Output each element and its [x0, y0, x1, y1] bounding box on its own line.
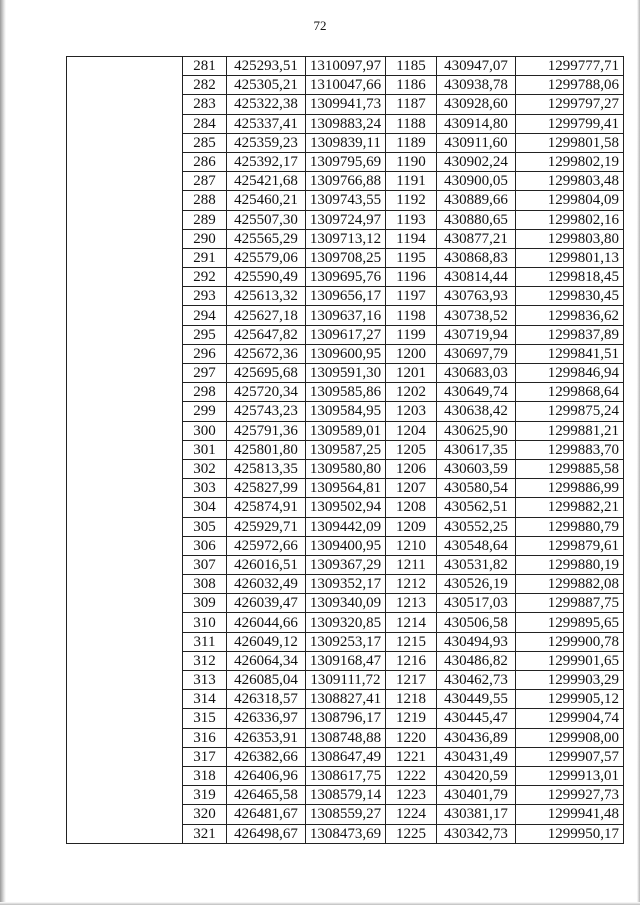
y-coordinate-a-cell: 1308647,49	[306, 747, 386, 766]
x-coordinate-b-cell: 430431,49	[437, 747, 516, 766]
coordinates-table-body	[67, 57, 624, 844]
y-coordinate-b-cell: 1299797,27	[516, 95, 624, 114]
point-number-a-cell: 294	[183, 306, 227, 325]
point-number-b-cell: 1213	[386, 594, 437, 613]
point-number-a-cell: 303	[183, 479, 227, 498]
x-coordinate-b-cell: 430580,54	[437, 479, 516, 498]
x-coordinate-a-cell: 425421,68	[227, 172, 306, 191]
y-coordinate-b-cell: 1299846,94	[516, 364, 624, 383]
point-number-b-cell: 1215	[386, 632, 437, 651]
point-number-a-cell: 310	[183, 613, 227, 632]
point-number-a-cell: 290	[183, 229, 227, 248]
point-number-b-cell: 1194	[386, 229, 437, 248]
point-number-b-cell: 1222	[386, 766, 437, 785]
y-coordinate-a-cell: 1309340,09	[306, 594, 386, 613]
point-number-b-cell: 1216	[386, 651, 437, 670]
blank-left-cell	[67, 57, 183, 844]
point-number-a-cell: 286	[183, 152, 227, 171]
y-coordinate-a-cell: 1309580,80	[306, 459, 386, 478]
x-coordinate-b-cell: 430868,83	[437, 248, 516, 267]
y-coordinate-a-cell: 1309253,17	[306, 632, 386, 651]
y-coordinate-b-cell: 1299905,12	[516, 690, 624, 709]
point-number-a-cell: 281	[183, 57, 227, 76]
point-number-a-cell: 306	[183, 536, 227, 555]
x-coordinate-a-cell: 425590,49	[227, 268, 306, 287]
point-number-b-cell: 1208	[386, 498, 437, 517]
y-coordinate-a-cell: 1309111,72	[306, 671, 386, 690]
y-coordinate-a-cell: 1309352,17	[306, 575, 386, 594]
point-number-a-cell: 288	[183, 191, 227, 210]
y-coordinate-a-cell: 1308827,41	[306, 690, 386, 709]
point-number-a-cell: 301	[183, 440, 227, 459]
point-number-b-cell: 1224	[386, 805, 437, 824]
y-coordinate-a-cell: 1309587,25	[306, 440, 386, 459]
scan-edge-left	[0, 0, 6, 905]
x-coordinate-b-cell: 430420,59	[437, 766, 516, 785]
y-coordinate-a-cell: 1308748,88	[306, 728, 386, 747]
y-coordinate-b-cell: 1299927,73	[516, 786, 624, 805]
point-number-b-cell: 1211	[386, 555, 437, 574]
x-coordinate-a-cell: 426406,96	[227, 766, 306, 785]
x-coordinate-b-cell: 430562,51	[437, 498, 516, 517]
x-coordinate-a-cell: 425813,35	[227, 459, 306, 478]
point-number-b-cell: 1220	[386, 728, 437, 747]
point-number-a-cell: 295	[183, 325, 227, 344]
x-coordinate-b-cell: 430449,55	[437, 690, 516, 709]
point-number-b-cell: 1225	[386, 824, 437, 844]
point-number-a-cell: 283	[183, 95, 227, 114]
point-number-b-cell: 1203	[386, 402, 437, 421]
y-coordinate-b-cell: 1299801,58	[516, 133, 624, 152]
x-coordinate-b-cell: 430911,60	[437, 133, 516, 152]
x-coordinate-a-cell: 425672,36	[227, 344, 306, 363]
y-coordinate-a-cell: 1308617,75	[306, 766, 386, 785]
y-coordinate-b-cell: 1299875,24	[516, 402, 624, 421]
x-coordinate-b-cell: 430603,59	[437, 459, 516, 478]
point-number-b-cell: 1189	[386, 133, 437, 152]
y-coordinate-a-cell: 1308796,17	[306, 709, 386, 728]
point-number-a-cell: 291	[183, 248, 227, 267]
y-coordinate-a-cell: 1309656,17	[306, 287, 386, 306]
y-coordinate-a-cell: 1308559,27	[306, 805, 386, 824]
y-coordinate-b-cell: 1299803,80	[516, 229, 624, 248]
y-coordinate-b-cell: 1299841,51	[516, 344, 624, 363]
x-coordinate-a-cell: 425565,29	[227, 229, 306, 248]
x-coordinate-a-cell: 425460,21	[227, 191, 306, 210]
point-number-b-cell: 1186	[386, 76, 437, 95]
y-coordinate-b-cell: 1299802,19	[516, 152, 624, 171]
y-coordinate-b-cell: 1299907,57	[516, 747, 624, 766]
x-coordinate-a-cell: 426016,51	[227, 555, 306, 574]
x-coordinate-b-cell: 430342,73	[437, 824, 516, 844]
y-coordinate-b-cell: 1299868,64	[516, 383, 624, 402]
y-coordinate-b-cell: 1299801,13	[516, 248, 624, 267]
point-number-a-cell: 307	[183, 555, 227, 574]
x-coordinate-b-cell: 430649,74	[437, 383, 516, 402]
y-coordinate-b-cell: 1299900,78	[516, 632, 624, 651]
x-coordinate-b-cell: 430738,52	[437, 306, 516, 325]
x-coordinate-b-cell: 430506,58	[437, 613, 516, 632]
y-coordinate-a-cell: 1309941,73	[306, 95, 386, 114]
x-coordinate-b-cell: 430877,21	[437, 229, 516, 248]
y-coordinate-b-cell: 1299950,17	[516, 824, 624, 844]
y-coordinate-b-cell: 1299903,29	[516, 671, 624, 690]
y-coordinate-b-cell: 1299895,65	[516, 613, 624, 632]
y-coordinate-a-cell: 1309442,09	[306, 517, 386, 536]
y-coordinate-b-cell: 1299882,21	[516, 498, 624, 517]
y-coordinate-a-cell: 1309502,94	[306, 498, 386, 517]
y-coordinate-b-cell: 1299904,74	[516, 709, 624, 728]
x-coordinate-b-cell: 430814,44	[437, 268, 516, 287]
x-coordinate-a-cell: 426465,58	[227, 786, 306, 805]
point-number-a-cell: 297	[183, 364, 227, 383]
x-coordinate-b-cell: 430638,42	[437, 402, 516, 421]
x-coordinate-a-cell: 425293,51	[227, 57, 306, 76]
y-coordinate-b-cell: 1299882,08	[516, 575, 624, 594]
y-coordinate-a-cell: 1309617,27	[306, 325, 386, 344]
coordinates-table	[66, 56, 624, 844]
y-coordinate-b-cell: 1299901,65	[516, 651, 624, 670]
x-coordinate-a-cell: 425720,34	[227, 383, 306, 402]
x-coordinate-a-cell: 425322,38	[227, 95, 306, 114]
y-coordinate-b-cell: 1299941,48	[516, 805, 624, 824]
y-coordinate-a-cell: 1309320,85	[306, 613, 386, 632]
x-coordinate-a-cell: 425613,32	[227, 287, 306, 306]
x-coordinate-a-cell: 426064,34	[227, 651, 306, 670]
x-coordinate-a-cell: 426353,91	[227, 728, 306, 747]
y-coordinate-b-cell: 1299803,48	[516, 172, 624, 191]
y-coordinate-a-cell: 1308579,14	[306, 786, 386, 805]
x-coordinate-a-cell: 426032,49	[227, 575, 306, 594]
x-coordinate-a-cell: 425579,06	[227, 248, 306, 267]
x-coordinate-b-cell: 430617,35	[437, 440, 516, 459]
point-number-b-cell: 1223	[386, 786, 437, 805]
y-coordinate-a-cell: 1309584,95	[306, 402, 386, 421]
point-number-a-cell: 302	[183, 459, 227, 478]
point-number-b-cell: 1210	[386, 536, 437, 555]
point-number-a-cell: 308	[183, 575, 227, 594]
point-number-a-cell: 298	[183, 383, 227, 402]
point-number-a-cell: 319	[183, 786, 227, 805]
point-number-a-cell: 321	[183, 824, 227, 844]
x-coordinate-b-cell: 430880,65	[437, 210, 516, 229]
x-coordinate-a-cell: 425305,21	[227, 76, 306, 95]
x-coordinate-a-cell: 426039,47	[227, 594, 306, 613]
y-coordinate-a-cell: 1309724,97	[306, 210, 386, 229]
y-coordinate-a-cell: 1308473,69	[306, 824, 386, 844]
point-number-b-cell: 1217	[386, 671, 437, 690]
point-number-b-cell: 1206	[386, 459, 437, 478]
x-coordinate-a-cell: 425827,99	[227, 479, 306, 498]
point-number-b-cell: 1214	[386, 613, 437, 632]
y-coordinate-a-cell: 1310047,66	[306, 76, 386, 95]
point-number-b-cell: 1197	[386, 287, 437, 306]
x-coordinate-a-cell: 425507,30	[227, 210, 306, 229]
x-coordinate-a-cell: 425874,91	[227, 498, 306, 517]
point-number-b-cell: 1207	[386, 479, 437, 498]
x-coordinate-b-cell: 430436,89	[437, 728, 516, 747]
y-coordinate-a-cell: 1309591,30	[306, 364, 386, 383]
point-number-b-cell: 1209	[386, 517, 437, 536]
x-coordinate-b-cell: 430719,94	[437, 325, 516, 344]
point-number-a-cell: 320	[183, 805, 227, 824]
x-coordinate-b-cell: 430763,93	[437, 287, 516, 306]
y-coordinate-b-cell: 1299837,89	[516, 325, 624, 344]
point-number-a-cell: 284	[183, 114, 227, 133]
x-coordinate-b-cell: 430697,79	[437, 344, 516, 363]
y-coordinate-b-cell: 1299830,45	[516, 287, 624, 306]
x-coordinate-b-cell: 430625,90	[437, 421, 516, 440]
y-coordinate-b-cell: 1299818,45	[516, 268, 624, 287]
table-row	[67, 57, 624, 76]
point-number-b-cell: 1195	[386, 248, 437, 267]
y-coordinate-b-cell: 1299879,61	[516, 536, 624, 555]
x-coordinate-a-cell: 426382,66	[227, 747, 306, 766]
y-coordinate-b-cell: 1299885,58	[516, 459, 624, 478]
y-coordinate-b-cell: 1299880,79	[516, 517, 624, 536]
y-coordinate-b-cell: 1299887,75	[516, 594, 624, 613]
y-coordinate-b-cell: 1299883,70	[516, 440, 624, 459]
point-number-a-cell: 315	[183, 709, 227, 728]
x-coordinate-a-cell: 425627,18	[227, 306, 306, 325]
y-coordinate-a-cell: 1309367,29	[306, 555, 386, 574]
point-number-a-cell: 311	[183, 632, 227, 651]
x-coordinate-a-cell: 425337,41	[227, 114, 306, 133]
y-coordinate-a-cell: 1309708,25	[306, 248, 386, 267]
point-number-b-cell: 1190	[386, 152, 437, 171]
x-coordinate-a-cell: 426318,57	[227, 690, 306, 709]
point-number-a-cell: 312	[183, 651, 227, 670]
point-number-b-cell: 1202	[386, 383, 437, 402]
y-coordinate-a-cell: 1309695,76	[306, 268, 386, 287]
y-coordinate-b-cell: 1299880,19	[516, 555, 624, 574]
point-number-a-cell: 287	[183, 172, 227, 191]
x-coordinate-b-cell: 430445,47	[437, 709, 516, 728]
x-coordinate-a-cell: 426049,12	[227, 632, 306, 651]
point-number-a-cell: 305	[183, 517, 227, 536]
point-number-b-cell: 1198	[386, 306, 437, 325]
point-number-b-cell: 1200	[386, 344, 437, 363]
y-coordinate-b-cell: 1299799,41	[516, 114, 624, 133]
x-coordinate-a-cell: 426498,67	[227, 824, 306, 844]
point-number-b-cell: 1187	[386, 95, 437, 114]
x-coordinate-b-cell: 430928,60	[437, 95, 516, 114]
page-number: 72	[313, 18, 327, 33]
point-number-b-cell: 1212	[386, 575, 437, 594]
x-coordinate-b-cell: 430900,05	[437, 172, 516, 191]
y-coordinate-b-cell: 1299886,99	[516, 479, 624, 498]
x-coordinate-b-cell: 430462,73	[437, 671, 516, 690]
point-number-a-cell: 282	[183, 76, 227, 95]
y-coordinate-a-cell: 1309637,16	[306, 306, 386, 325]
x-coordinate-a-cell: 426481,67	[227, 805, 306, 824]
x-coordinate-a-cell: 425695,68	[227, 364, 306, 383]
y-coordinate-a-cell: 1309713,12	[306, 229, 386, 248]
point-number-a-cell: 317	[183, 747, 227, 766]
x-coordinate-a-cell: 425929,71	[227, 517, 306, 536]
y-coordinate-b-cell: 1299804,09	[516, 191, 624, 210]
point-number-a-cell: 299	[183, 402, 227, 421]
x-coordinate-b-cell: 430938,78	[437, 76, 516, 95]
y-coordinate-a-cell: 1309168,47	[306, 651, 386, 670]
x-coordinate-b-cell: 430494,93	[437, 632, 516, 651]
point-number-a-cell: 285	[183, 133, 227, 152]
x-coordinate-b-cell: 430914,80	[437, 114, 516, 133]
y-coordinate-a-cell: 1309600,95	[306, 344, 386, 363]
x-coordinate-a-cell: 426336,97	[227, 709, 306, 728]
point-number-b-cell: 1185	[386, 57, 437, 76]
point-number-b-cell: 1192	[386, 191, 437, 210]
point-number-b-cell: 1204	[386, 421, 437, 440]
point-number-b-cell: 1221	[386, 747, 437, 766]
y-coordinate-b-cell: 1299881,21	[516, 421, 624, 440]
point-number-a-cell: 292	[183, 268, 227, 287]
x-coordinate-a-cell: 425972,66	[227, 536, 306, 555]
x-coordinate-b-cell: 430902,24	[437, 152, 516, 171]
point-number-b-cell: 1199	[386, 325, 437, 344]
point-number-a-cell: 293	[183, 287, 227, 306]
x-coordinate-a-cell: 425392,17	[227, 152, 306, 171]
y-coordinate-b-cell: 1299908,00	[516, 728, 624, 747]
point-number-a-cell: 318	[183, 766, 227, 785]
x-coordinate-a-cell: 426044,66	[227, 613, 306, 632]
point-number-b-cell: 1191	[386, 172, 437, 191]
x-coordinate-b-cell: 430381,17	[437, 805, 516, 824]
y-coordinate-b-cell: 1299913,01	[516, 766, 624, 785]
x-coordinate-a-cell: 425647,82	[227, 325, 306, 344]
point-number-a-cell: 314	[183, 690, 227, 709]
point-number-a-cell: 300	[183, 421, 227, 440]
x-coordinate-b-cell: 430486,82	[437, 651, 516, 670]
x-coordinate-a-cell: 425359,23	[227, 133, 306, 152]
y-coordinate-b-cell: 1299802,16	[516, 210, 624, 229]
point-number-b-cell: 1193	[386, 210, 437, 229]
x-coordinate-b-cell: 430517,03	[437, 594, 516, 613]
x-coordinate-b-cell: 430947,07	[437, 57, 516, 76]
x-coordinate-b-cell: 430531,82	[437, 555, 516, 574]
y-coordinate-b-cell: 1299777,71	[516, 57, 624, 76]
point-number-a-cell: 313	[183, 671, 227, 690]
y-coordinate-a-cell: 1309766,88	[306, 172, 386, 191]
point-number-a-cell: 289	[183, 210, 227, 229]
y-coordinate-a-cell: 1309883,24	[306, 114, 386, 133]
point-number-a-cell: 296	[183, 344, 227, 363]
point-number-b-cell: 1218	[386, 690, 437, 709]
y-coordinate-a-cell: 1310097,97	[306, 57, 386, 76]
point-number-a-cell: 316	[183, 728, 227, 747]
x-coordinate-b-cell: 430552,25	[437, 517, 516, 536]
point-number-b-cell: 1188	[386, 114, 437, 133]
x-coordinate-b-cell: 430683,03	[437, 364, 516, 383]
x-coordinate-b-cell: 430548,64	[437, 536, 516, 555]
point-number-b-cell: 1205	[386, 440, 437, 459]
point-number-a-cell: 309	[183, 594, 227, 613]
y-coordinate-a-cell: 1309589,01	[306, 421, 386, 440]
y-coordinate-a-cell: 1309564,81	[306, 479, 386, 498]
point-number-a-cell: 304	[183, 498, 227, 517]
x-coordinate-a-cell: 425743,23	[227, 402, 306, 421]
point-number-b-cell: 1219	[386, 709, 437, 728]
y-coordinate-a-cell: 1309585,86	[306, 383, 386, 402]
y-coordinate-b-cell: 1299836,62	[516, 306, 624, 325]
y-coordinate-a-cell: 1309839,11	[306, 133, 386, 152]
y-coordinate-a-cell: 1309795,69	[306, 152, 386, 171]
x-coordinate-a-cell: 425791,36	[227, 421, 306, 440]
x-coordinate-a-cell: 425801,80	[227, 440, 306, 459]
y-coordinate-b-cell: 1299788,06	[516, 76, 624, 95]
x-coordinate-b-cell: 430401,79	[437, 786, 516, 805]
x-coordinate-b-cell: 430889,66	[437, 191, 516, 210]
x-coordinate-a-cell: 426085,04	[227, 671, 306, 690]
point-number-b-cell: 1196	[386, 268, 437, 287]
y-coordinate-a-cell: 1309743,55	[306, 191, 386, 210]
y-coordinate-a-cell: 1309400,95	[306, 536, 386, 555]
x-coordinate-b-cell: 430526,19	[437, 575, 516, 594]
point-number-b-cell: 1201	[386, 364, 437, 383]
